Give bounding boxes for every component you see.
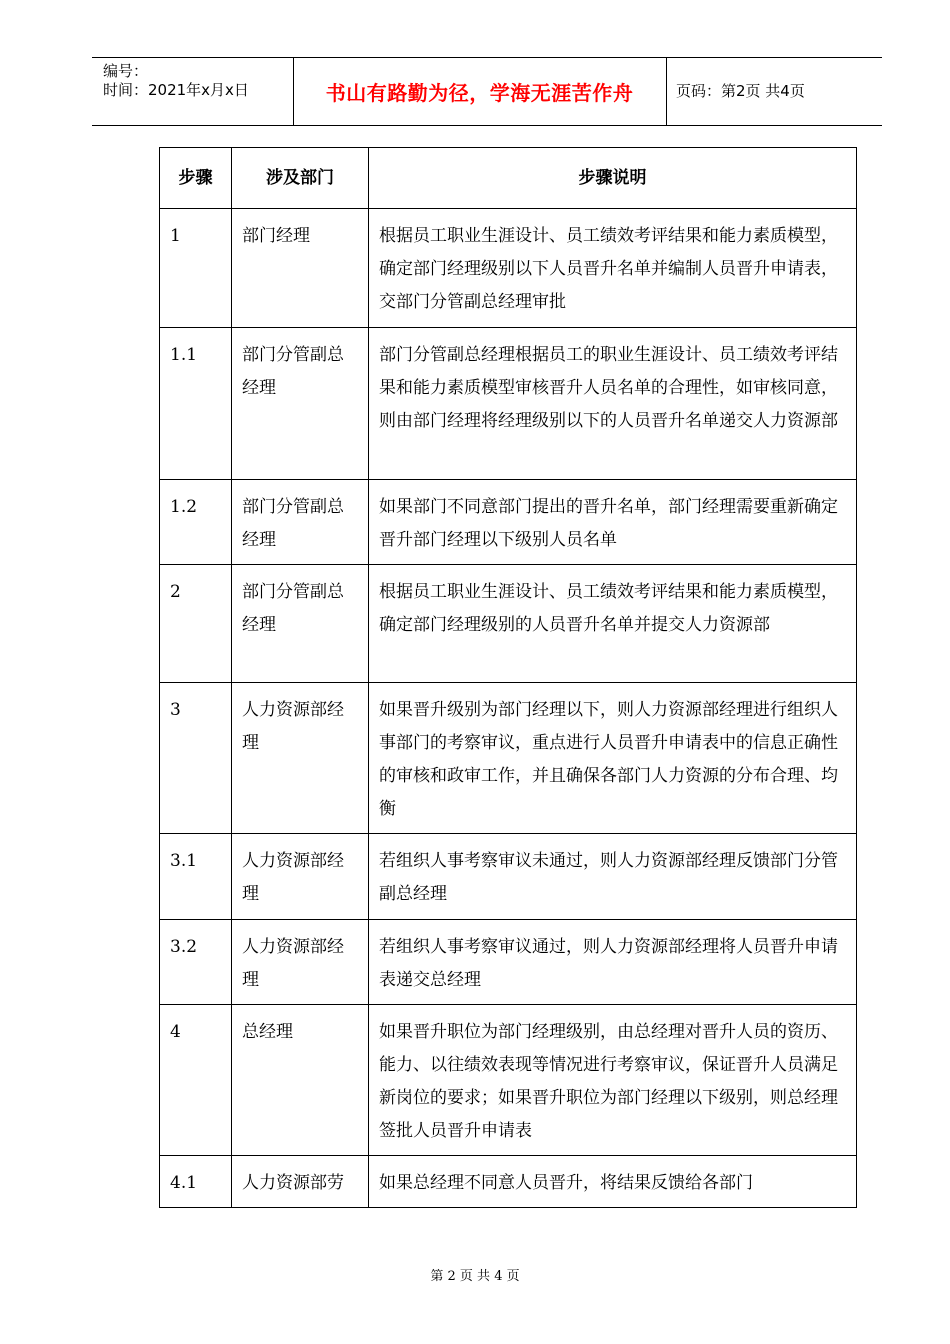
step-description: 如果部门不同意部门提出的晋升名单，部门经理需要重新确定晋升部门经理以下级别人员名单 [369,480,857,565]
step-department: 部门经理 [232,209,369,328]
table-row [160,1005,857,1156]
table-row [160,480,857,565]
step-department: 人力资源部经理 [232,920,369,1005]
footer-page-number: 第 2 页 共 4 页 [430,1269,520,1284]
step-number: 3.1 [160,834,232,920]
step-department: 部门分管副总经理 [232,565,369,683]
step-number: 4.1 [160,1156,232,1208]
step-department: 部门分管副总经理 [232,480,369,565]
table-row [160,683,857,834]
step-number: 1 [160,209,232,328]
header-description: 步骤说明 [369,148,857,209]
table-row [160,565,857,683]
table-row [160,834,857,920]
step-department: 部门分管副总经理 [232,328,369,480]
header-meta [103,62,249,100]
step-department: 人力资源部经理 [232,834,369,920]
header-divider [666,57,667,126]
step-description: 如果晋升职位为部门经理级别，由总经理对晋升人员的资历、能力、以往绩效表现等情况进行考察审议，保证晋升人员满足新岗位的要求；如果晋升职位为部门经理以下级别，则总经理签批人员晋升申请表 [369,1005,857,1156]
step-description: 根据员工职业生涯设计、员工绩效考评结果和能力素质模型，确定部门经理级别以下人员晋升名单并编制人员晋升申请表，交部门分管副总经理审批 [369,209,857,328]
step-number: 3.2 [160,920,232,1005]
step-department: 人力资源部经理 [232,683,369,834]
header-step: 步骤 [160,148,232,209]
time-label: 时间：2021年x月x日 [103,81,249,99]
step-description: 部门分管副总经理根据员工的职业生涯设计、员工绩效考评结果和能力素质模型审核晋升人员名单的合理性，如审核同意，则由部门经理将经理级别以下的人员晋升名单递交人力资源部 [369,328,857,480]
step-number: 3 [160,683,232,834]
step-department: 人力资源部劳 [232,1156,369,1208]
table-row [160,920,857,1005]
step-number: 2 [160,565,232,683]
step-number: 1.2 [160,480,232,565]
table-header-row [160,148,857,209]
step-description: 如果总经理不同意人员晋升，将结果反馈给各部门 [369,1156,857,1208]
table-row [160,209,857,328]
table-row [160,1156,857,1208]
step-description: 若组织人事考察审议未通过，则人力资源部经理反馈部门分管副总经理 [369,834,857,920]
header-department: 涉及部门 [232,148,369,209]
table-row [160,328,857,480]
step-description: 根据员工职业生涯设计、员工绩效考评结果和能力素质模型，确定部门经理级别的人员晋升名单并提交人力资源部 [369,565,857,683]
step-number: 1.1 [160,328,232,480]
header-page-number: 页码：第2页 共4页 [676,82,805,100]
code-label: 编号： [103,62,149,80]
step-description: 如果晋升级别为部门经理以下，则人力资源部经理进行组织人事部门的考察审议，重点进行人员晋升申请表中的信息正确性的审核和政审工作，并且确保各部门人力资源的分布合理、均衡 [369,683,857,834]
steps-table [159,147,857,1208]
step-description: 若组织人事考察审议通过，则人力资源部经理将人员晋升申请表递交总经理 [369,920,857,1005]
step-department: 总经理 [232,1005,369,1156]
step-number: 4 [160,1005,232,1156]
header-motto: 书山有路勤为径，学海无涯苦作舟 [325,81,634,105]
